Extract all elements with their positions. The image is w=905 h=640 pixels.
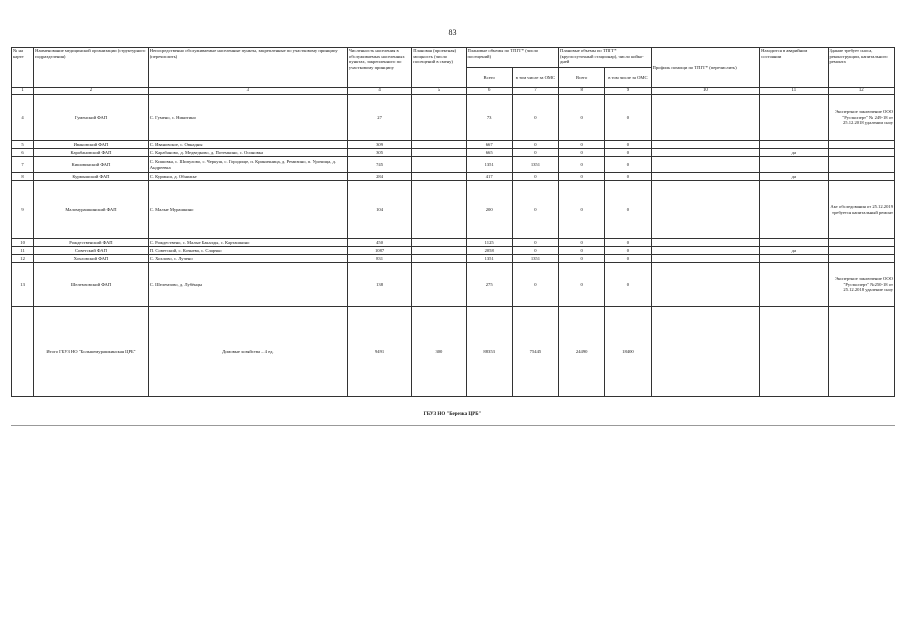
- table-row: [12, 149, 895, 157]
- row-visits-oms: 0: [512, 263, 558, 307]
- row-visits-total: 73: [466, 95, 512, 141]
- table-row: [12, 173, 895, 181]
- row-bed-days-oms: 0: [605, 255, 651, 263]
- row-emergency: [760, 141, 828, 149]
- header-settlements: Непосредственно обслуживаемые населенные пункты, закрепленные по участковому принципу (перечислить): [148, 48, 347, 88]
- row-capacity: [412, 95, 466, 141]
- row-num: 6: [12, 149, 34, 157]
- row-capacity: [412, 239, 466, 247]
- col-number: 7: [512, 88, 558, 95]
- header-population: Численность населения в обслуживаемых населенных пунктах, закрепленного по участковому принципу: [347, 48, 411, 88]
- table-row: [12, 157, 895, 173]
- row-visits-total: 667: [466, 141, 512, 149]
- header-capacity: Плановая (проектная) мощность (число посещений в смену): [412, 48, 466, 88]
- row-settlements: С. Рождествено, с. Малые Бакалды, с. Карташкино: [148, 239, 347, 247]
- total-repair: [828, 307, 894, 397]
- row-repair: [828, 247, 894, 255]
- row-bed-days-oms: 0: [605, 181, 651, 239]
- row-profile: [651, 157, 760, 173]
- row-capacity: [412, 255, 466, 263]
- row-profile: [651, 173, 760, 181]
- header-name: Наименование медицинской организации (структурного подразделения): [34, 48, 149, 88]
- header-bed-days-oms: в том числе за ОМС: [605, 68, 651, 88]
- row-population: 831: [347, 255, 411, 263]
- row-settlements: С. Малые Мурашкино: [148, 181, 347, 239]
- row-visits-oms: 0: [512, 173, 558, 181]
- row-bed-days-total: 0: [559, 181, 605, 239]
- row-settlements: С. Ивановское, с. Овнадны: [148, 141, 347, 149]
- col-number: 4: [347, 88, 411, 95]
- row-settlements: С. Курмыш, д. Обнижье: [148, 173, 347, 181]
- row-repair: [828, 255, 894, 263]
- row-emergency: да: [760, 247, 828, 255]
- row-repair: [828, 173, 894, 181]
- row-visits-total: 200: [466, 181, 512, 239]
- row-num: 5: [12, 141, 34, 149]
- col-number: 9: [605, 88, 651, 95]
- table-row: [12, 95, 895, 141]
- row-emergency: [760, 263, 828, 307]
- row-capacity: [412, 149, 466, 157]
- row-name: Карабановский ФАП: [34, 149, 149, 157]
- row-visits-oms: 0: [512, 239, 558, 247]
- page-number: 83: [448, 28, 457, 37]
- row-name: Рождественский ФАП: [34, 239, 149, 247]
- row-visits-oms: 0: [512, 181, 558, 239]
- row-num: 11: [12, 247, 34, 255]
- total-bed-days-oms: 18400: [605, 307, 651, 397]
- header-num: № на карте: [12, 48, 34, 88]
- row-settlements: С. Карабаново, д. Медведково, д. Потемкино, с. Осиновка: [148, 149, 347, 157]
- row-capacity: [412, 173, 466, 181]
- col-number: 6: [466, 88, 512, 95]
- row-name: Шелемзовский ФАП: [34, 263, 149, 307]
- row-population: 450: [347, 239, 411, 247]
- table-row: [12, 255, 895, 263]
- row-num: 7: [12, 157, 34, 173]
- row-emergency: да: [760, 149, 828, 157]
- page-divider: [11, 425, 895, 426]
- row-bed-days-total: 0: [559, 247, 605, 255]
- header-profile: Профиль помощи по ТПГГ* (перечислить): [651, 48, 760, 88]
- total-profile: [651, 307, 760, 397]
- row-bed-days-total: 0: [559, 95, 605, 141]
- row-population: 305: [347, 149, 411, 157]
- row-visits-total: 1351: [466, 255, 512, 263]
- row-name: Курмышский ФАП: [34, 173, 149, 181]
- row-capacity: [412, 247, 466, 255]
- row-visits-total: 665: [466, 149, 512, 157]
- row-profile: [651, 255, 760, 263]
- row-population: 138: [347, 263, 411, 307]
- row-name: Советский ФАП: [34, 247, 149, 255]
- row-num: 13: [12, 263, 34, 307]
- row-emergency: [760, 255, 828, 263]
- row-bed-days-oms: 0: [605, 173, 651, 181]
- row-population: 104: [347, 181, 411, 239]
- row-bed-days-oms: 0: [605, 157, 651, 173]
- row-num: 12: [12, 255, 34, 263]
- row-visits-total: 2058: [466, 247, 512, 255]
- facilities-table: [11, 47, 895, 397]
- col-number: 10: [651, 88, 760, 95]
- row-repair: [828, 157, 894, 173]
- row-visits-oms: 0: [512, 247, 558, 255]
- row-bed-days-total: 0: [559, 239, 605, 247]
- row-bed-days-oms: 0: [605, 141, 651, 149]
- row-bed-days-total: 0: [559, 157, 605, 173]
- row-repair: Акт обследования от 25.12.2019 требуется капитальный ремонт: [828, 181, 894, 239]
- row-visits-oms: 1351: [512, 157, 558, 173]
- col-number: 2: [34, 88, 149, 95]
- header-row-1: [12, 48, 895, 68]
- row-repair: [828, 239, 894, 247]
- row-repair: [828, 141, 894, 149]
- col-number: 12: [828, 88, 894, 95]
- row-profile: [651, 141, 760, 149]
- row-visits-oms: 0: [512, 141, 558, 149]
- header-visits-oms: в том числе за ОМС: [512, 68, 558, 88]
- row-num: 4: [12, 95, 34, 141]
- row-num: 10: [12, 239, 34, 247]
- row-visits-total: 1125: [466, 239, 512, 247]
- col-number: 8: [559, 88, 605, 95]
- header-volume-visits: Плановые объемы по ТПГГ* (число посещений): [466, 48, 559, 68]
- column-number-row: [12, 88, 895, 95]
- total-emergency: [760, 307, 828, 397]
- row-bed-days-oms: 0: [605, 95, 651, 141]
- row-bed-days-total: 0: [559, 255, 605, 263]
- footer-organization: ГБУЗ НО "Березка ЦРБ": [423, 412, 482, 417]
- row-bed-days-total: 0: [559, 263, 605, 307]
- row-profile: [651, 247, 760, 255]
- row-name: Хохловский ФАП: [34, 255, 149, 263]
- row-profile: [651, 239, 760, 247]
- total-bed-days-total: 24490: [559, 307, 605, 397]
- row-bed-days-oms: 0: [605, 247, 651, 255]
- row-name: Ивановский ФАП: [34, 141, 149, 149]
- row-emergency: [760, 239, 828, 247]
- row-visits-oms: 0: [512, 95, 558, 141]
- table-row: [12, 181, 895, 239]
- header-repair: Здание требует сноса, реконструкции, капитального ремонта: [828, 48, 894, 88]
- row-name: Кишовинский ФАП: [34, 157, 149, 173]
- row-repair: Экспертное заключение ООО "Русэксперт" №250-18 от 25.12.2018 удаление сноу: [828, 263, 894, 307]
- header-volume-bed-days: Плановые объемы по ТПГГ* (круглосуточный стационар), число койко-дней: [559, 48, 652, 68]
- row-settlements: С. Хохлово, с. Лучено: [148, 255, 347, 263]
- row-capacity: [412, 141, 466, 149]
- col-number: 5: [412, 88, 466, 95]
- total-visits-total: 88353: [466, 307, 512, 397]
- total-population: 9491: [347, 307, 411, 397]
- row-emergency: [760, 157, 828, 173]
- table-row: [12, 247, 895, 255]
- row-profile: [651, 95, 760, 141]
- row-emergency: [760, 95, 828, 141]
- total-settlements: Домовые хозяйства – 4 ед.: [148, 307, 347, 397]
- row-num: 9: [12, 181, 34, 239]
- row-bed-days-total: 0: [559, 173, 605, 181]
- table-row: [12, 239, 895, 247]
- row-name: Маломурашкинский ФАП: [34, 181, 149, 239]
- row-population: 284: [347, 173, 411, 181]
- row-visits-total: 275: [466, 263, 512, 307]
- row-bed-days-oms: 0: [605, 149, 651, 157]
- row-profile: [651, 149, 760, 157]
- header-bed-days-total: Всего: [559, 68, 605, 88]
- row-capacity: [412, 157, 466, 173]
- total-num: [12, 307, 34, 397]
- row-visits-oms: 0: [512, 149, 558, 157]
- total-visits-oms: 75445: [512, 307, 558, 397]
- row-bed-days-total: 0: [559, 149, 605, 157]
- row-profile: [651, 181, 760, 239]
- row-settlements: С. Шелемзово, д. Лубёнцы: [148, 263, 347, 307]
- row-population: 1087: [347, 247, 411, 255]
- row-bed-days-oms: 0: [605, 239, 651, 247]
- row-profile: [651, 263, 760, 307]
- col-number: 1: [12, 88, 34, 95]
- row-name: Гуменский ФАП: [34, 95, 149, 141]
- row-emergency: [760, 181, 828, 239]
- row-visits-total: 1351: [466, 157, 512, 173]
- row-population: 27: [347, 95, 411, 141]
- row-repair: [828, 149, 894, 157]
- total-name: Итого ГБУЗ НО "Большемурашкинская ЦРБ": [34, 307, 149, 397]
- row-bed-days-oms: 0: [605, 263, 651, 307]
- row-population: 745: [347, 157, 411, 173]
- row-settlements: С. Гумено, с. Никитино: [148, 95, 347, 141]
- table-row: [12, 141, 895, 149]
- row-visits-oms: 1351: [512, 255, 558, 263]
- row-settlements: С. Кишовка, с. Шипулово, с. Черкуш, с. Городище, п. Криничница, д. Ремизино, п. Урочища, д. Андреевка: [148, 157, 347, 173]
- row-settlements: П. Советский, с. Кочнева, с. Сларчко: [148, 247, 347, 255]
- header-emergency: Находится в аварийном состоянии: [760, 48, 828, 88]
- row-repair: Экспертное заключение ООО "Русэксперт" № 249-18 от 25.12.2018 удалении сноу: [828, 95, 894, 141]
- col-number: 11: [760, 88, 828, 95]
- row-bed-days-total: 0: [559, 141, 605, 149]
- total-capacity: 300: [412, 307, 466, 397]
- table-row: [12, 263, 895, 307]
- row-num: 8: [12, 173, 34, 181]
- row-population: 309: [347, 141, 411, 149]
- row-capacity: [412, 181, 466, 239]
- col-number: 3: [148, 88, 347, 95]
- row-emergency: да: [760, 173, 828, 181]
- total-row: [12, 307, 895, 397]
- row-capacity: [412, 263, 466, 307]
- header-visits-total: Всего: [466, 68, 512, 88]
- row-visits-total: 417: [466, 173, 512, 181]
